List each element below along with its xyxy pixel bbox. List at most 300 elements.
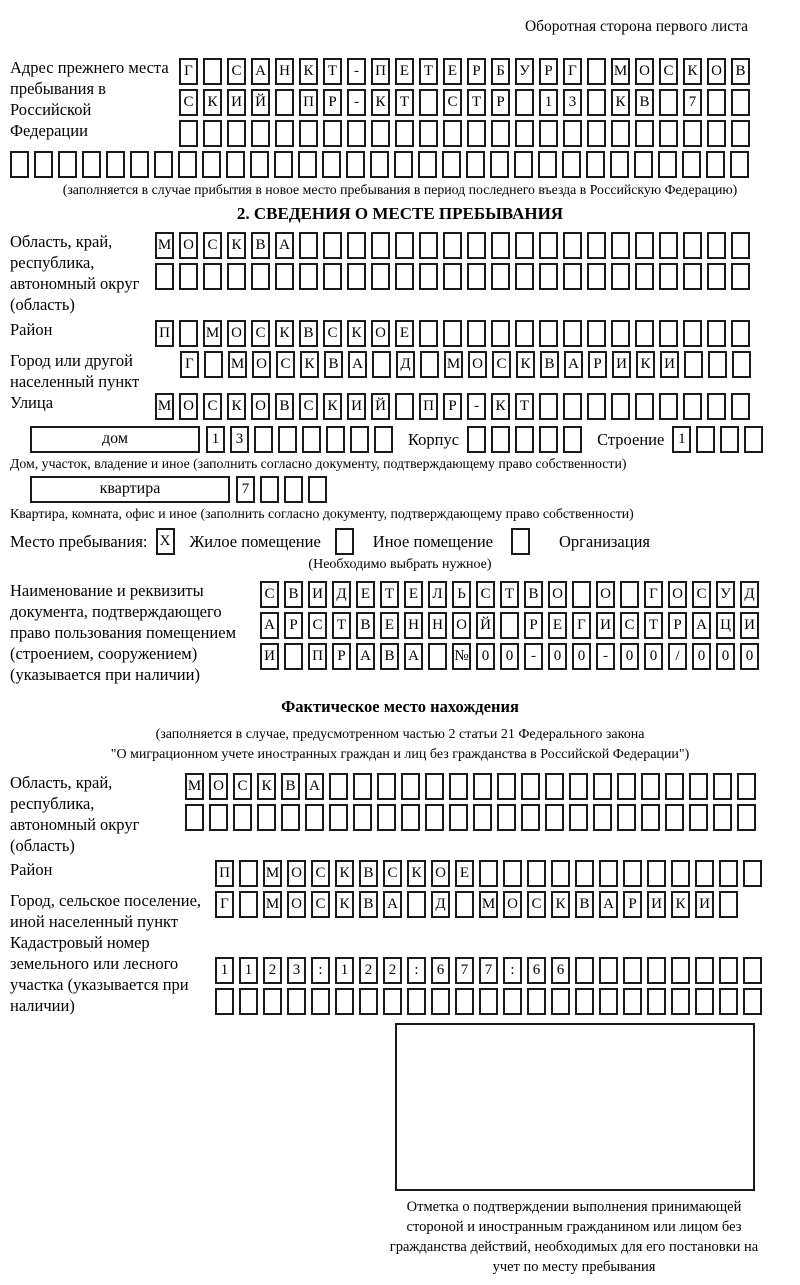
char-cell[interactable]: А <box>692 612 711 639</box>
char-cell[interactable] <box>377 773 396 800</box>
char-cell[interactable] <box>497 804 516 831</box>
char-cell[interactable] <box>299 120 318 147</box>
char-cell[interactable]: В <box>359 860 378 887</box>
char-cell[interactable] <box>623 988 642 1015</box>
char-cell[interactable] <box>34 151 53 178</box>
char-cell[interactable]: С <box>311 891 330 918</box>
char-cell[interactable] <box>683 393 702 420</box>
char-cell[interactable] <box>377 804 396 831</box>
char-cell[interactable]: К <box>227 393 246 420</box>
char-cell[interactable]: М <box>444 351 463 378</box>
char-cell[interactable] <box>719 988 738 1015</box>
char-cell[interactable] <box>719 957 738 984</box>
char-cell[interactable]: Д <box>332 581 351 608</box>
char-cell[interactable] <box>298 151 317 178</box>
char-cell[interactable] <box>467 120 486 147</box>
char-cell[interactable]: Е <box>395 320 414 347</box>
char-cell[interactable]: С <box>383 860 402 887</box>
char-cell[interactable]: С <box>323 320 342 347</box>
char-cell[interactable] <box>419 320 438 347</box>
char-cell[interactable]: 0 <box>644 643 663 670</box>
char-cell[interactable] <box>431 988 450 1015</box>
char-cell[interactable]: В <box>635 89 654 116</box>
char-cell[interactable]: А <box>275 232 294 259</box>
char-cell[interactable] <box>308 476 327 503</box>
char-cell[interactable]: О <box>287 891 306 918</box>
char-cell[interactable]: А <box>348 351 367 378</box>
char-cell[interactable]: 6 <box>527 957 546 984</box>
char-cell[interactable] <box>563 120 582 147</box>
char-cell[interactable]: 7 <box>455 957 474 984</box>
char-cell[interactable] <box>707 232 726 259</box>
char-cell[interactable]: : <box>311 957 330 984</box>
char-cell[interactable] <box>407 988 426 1015</box>
char-cell[interactable] <box>683 263 702 290</box>
char-cell[interactable]: К <box>203 89 222 116</box>
char-cell[interactable]: 6 <box>551 957 570 984</box>
char-cell[interactable] <box>394 151 413 178</box>
char-cell[interactable]: В <box>731 58 750 85</box>
char-cell[interactable]: О <box>707 58 726 85</box>
char-cell[interactable]: О <box>227 320 246 347</box>
char-cell[interactable]: В <box>275 393 294 420</box>
char-cell[interactable] <box>323 120 342 147</box>
char-cell[interactable] <box>587 89 606 116</box>
char-cell[interactable]: 0 <box>548 643 567 670</box>
char-cell[interactable] <box>239 891 258 918</box>
char-cell[interactable] <box>251 120 270 147</box>
char-cell[interactable] <box>515 426 534 453</box>
char-cell[interactable] <box>299 263 318 290</box>
char-cell[interactable] <box>635 393 654 420</box>
char-cell[interactable]: Е <box>380 612 399 639</box>
char-cell[interactable]: Р <box>491 89 510 116</box>
char-cell[interactable] <box>658 151 677 178</box>
char-cell[interactable] <box>329 804 348 831</box>
char-cell[interactable] <box>155 263 174 290</box>
char-cell[interactable]: Г <box>179 58 198 85</box>
char-cell[interactable] <box>251 263 270 290</box>
char-cell[interactable] <box>539 320 558 347</box>
char-cell[interactable] <box>611 320 630 347</box>
char-cell[interactable] <box>635 320 654 347</box>
char-cell[interactable] <box>689 773 708 800</box>
char-cell[interactable] <box>563 426 582 453</box>
checkbox-other-premises[interactable] <box>335 528 354 555</box>
char-cell[interactable]: Г <box>572 612 591 639</box>
char-cell[interactable]: - <box>347 89 366 116</box>
char-cell[interactable]: С <box>476 581 495 608</box>
char-cell[interactable] <box>503 988 522 1015</box>
char-cell[interactable]: Е <box>356 581 375 608</box>
char-cell[interactable] <box>305 804 324 831</box>
char-cell[interactable]: Т <box>323 58 342 85</box>
char-cell[interactable]: Н <box>404 612 423 639</box>
char-cell[interactable] <box>671 860 690 887</box>
char-cell[interactable]: С <box>299 393 318 420</box>
char-cell[interactable] <box>284 643 303 670</box>
char-cell[interactable] <box>586 151 605 178</box>
char-cell[interactable]: И <box>308 581 327 608</box>
char-cell[interactable] <box>215 988 234 1015</box>
char-cell[interactable]: Р <box>284 612 303 639</box>
char-cell[interactable] <box>323 232 342 259</box>
char-cell[interactable] <box>467 232 486 259</box>
char-cell[interactable]: И <box>260 643 279 670</box>
char-cell[interactable] <box>479 860 498 887</box>
char-cell[interactable]: К <box>683 58 702 85</box>
char-cell[interactable]: А <box>260 612 279 639</box>
char-cell[interactable]: Р <box>524 612 543 639</box>
char-cell[interactable] <box>335 988 354 1015</box>
char-cell[interactable] <box>707 120 726 147</box>
checkbox-organization[interactable] <box>511 528 530 555</box>
char-cell[interactable] <box>322 151 341 178</box>
char-cell[interactable] <box>515 120 534 147</box>
char-cell[interactable]: О <box>468 351 487 378</box>
char-cell[interactable]: У <box>716 581 735 608</box>
char-cell[interactable]: Р <box>332 643 351 670</box>
char-cell[interactable]: Е <box>455 860 474 887</box>
char-cell[interactable]: О <box>179 393 198 420</box>
char-cell[interactable] <box>527 860 546 887</box>
char-cell[interactable]: О <box>371 320 390 347</box>
char-cell[interactable] <box>720 426 739 453</box>
char-cell[interactable]: М <box>479 891 498 918</box>
char-cell[interactable] <box>719 860 738 887</box>
char-cell[interactable]: М <box>263 891 282 918</box>
char-cell[interactable] <box>515 89 534 116</box>
char-cell[interactable]: П <box>155 320 174 347</box>
char-cell[interactable]: С <box>203 393 222 420</box>
char-cell[interactable] <box>254 426 273 453</box>
char-cell[interactable] <box>449 773 468 800</box>
char-cell[interactable] <box>545 773 564 800</box>
char-cell[interactable]: С <box>311 860 330 887</box>
char-cell[interactable] <box>538 151 557 178</box>
char-cell[interactable]: Н <box>428 612 447 639</box>
char-cell[interactable] <box>587 120 606 147</box>
char-cell[interactable] <box>737 773 756 800</box>
char-cell[interactable] <box>743 957 762 984</box>
char-cell[interactable] <box>671 988 690 1015</box>
char-cell[interactable]: С <box>203 232 222 259</box>
char-cell[interactable] <box>491 426 510 453</box>
char-cell[interactable]: А <box>383 891 402 918</box>
char-cell[interactable]: Е <box>395 58 414 85</box>
char-cell[interactable]: С <box>308 612 327 639</box>
char-cell[interactable] <box>490 151 509 178</box>
char-cell[interactable]: С <box>620 612 639 639</box>
char-cell[interactable]: Д <box>740 581 759 608</box>
char-cell[interactable]: М <box>263 860 282 887</box>
char-cell[interactable] <box>473 773 492 800</box>
char-cell[interactable] <box>731 393 750 420</box>
char-cell[interactable]: Й <box>251 89 270 116</box>
char-cell[interactable]: М <box>155 232 174 259</box>
char-cell[interactable] <box>204 351 223 378</box>
char-cell[interactable]: Т <box>467 89 486 116</box>
char-cell[interactable] <box>407 891 426 918</box>
char-cell[interactable] <box>353 773 372 800</box>
char-cell[interactable]: О <box>252 351 271 378</box>
char-cell[interactable] <box>665 773 684 800</box>
char-cell[interactable] <box>599 957 618 984</box>
char-cell[interactable] <box>347 120 366 147</box>
char-cell[interactable] <box>620 581 639 608</box>
char-cell[interactable]: Е <box>548 612 567 639</box>
char-cell[interactable]: П <box>299 89 318 116</box>
char-cell[interactable] <box>130 151 149 178</box>
char-cell[interactable] <box>371 120 390 147</box>
char-cell[interactable]: Е <box>404 581 423 608</box>
char-cell[interactable] <box>395 263 414 290</box>
char-cell[interactable] <box>659 120 678 147</box>
char-cell[interactable]: В <box>324 351 343 378</box>
char-cell[interactable] <box>443 120 462 147</box>
char-cell[interactable]: П <box>371 58 390 85</box>
char-cell[interactable] <box>539 120 558 147</box>
char-cell[interactable] <box>275 263 294 290</box>
char-cell[interactable]: О <box>503 891 522 918</box>
char-cell[interactable]: 0 <box>620 643 639 670</box>
char-cell[interactable]: К <box>300 351 319 378</box>
char-cell[interactable] <box>302 426 321 453</box>
char-cell[interactable] <box>323 263 342 290</box>
char-cell[interactable] <box>659 263 678 290</box>
char-cell[interactable] <box>443 263 462 290</box>
char-cell[interactable]: И <box>740 612 759 639</box>
char-cell[interactable] <box>419 120 438 147</box>
char-cell[interactable]: Р <box>443 393 462 420</box>
char-cell[interactable] <box>683 320 702 347</box>
char-cell[interactable]: 0 <box>500 643 519 670</box>
char-cell[interactable] <box>178 151 197 178</box>
char-cell[interactable] <box>275 89 294 116</box>
char-cell[interactable]: 1 <box>206 426 225 453</box>
char-cell[interactable]: И <box>612 351 631 378</box>
char-cell[interactable] <box>562 151 581 178</box>
char-cell[interactable]: С <box>227 58 246 85</box>
char-cell[interactable] <box>455 988 474 1015</box>
char-cell[interactable] <box>179 263 198 290</box>
char-cell[interactable] <box>545 804 564 831</box>
char-cell[interactable]: А <box>356 643 375 670</box>
char-cell[interactable] <box>695 957 714 984</box>
char-cell[interactable]: 1 <box>335 957 354 984</box>
char-cell[interactable] <box>623 957 642 984</box>
char-cell[interactable] <box>563 320 582 347</box>
char-cell[interactable] <box>371 263 390 290</box>
char-cell[interactable]: К <box>671 891 690 918</box>
char-cell[interactable]: Т <box>419 58 438 85</box>
char-cell[interactable]: Р <box>668 612 687 639</box>
char-cell[interactable]: К <box>407 860 426 887</box>
char-cell[interactable] <box>491 120 510 147</box>
char-cell[interactable] <box>515 320 534 347</box>
char-cell[interactable]: О <box>179 232 198 259</box>
char-cell[interactable] <box>374 426 393 453</box>
char-cell[interactable] <box>473 804 492 831</box>
char-cell[interactable] <box>443 320 462 347</box>
char-cell[interactable] <box>202 151 221 178</box>
char-cell[interactable]: - <box>596 643 615 670</box>
char-cell[interactable] <box>227 120 246 147</box>
char-cell[interactable] <box>599 988 618 1015</box>
char-cell[interactable] <box>659 320 678 347</box>
char-cell[interactable] <box>401 773 420 800</box>
char-cell[interactable]: Д <box>431 891 450 918</box>
char-cell[interactable] <box>610 151 629 178</box>
char-cell[interactable] <box>425 804 444 831</box>
char-cell[interactable] <box>347 263 366 290</box>
char-cell[interactable] <box>395 232 414 259</box>
char-cell[interactable]: К <box>299 58 318 85</box>
char-cell[interactable] <box>491 232 510 259</box>
char-cell[interactable] <box>587 263 606 290</box>
char-cell[interactable] <box>635 232 654 259</box>
char-cell[interactable]: 0 <box>476 643 495 670</box>
char-cell[interactable] <box>617 773 636 800</box>
char-cell[interactable] <box>587 58 606 85</box>
char-cell[interactable]: 0 <box>572 643 591 670</box>
char-cell[interactable]: К <box>227 232 246 259</box>
char-cell[interactable]: 1 <box>672 426 691 453</box>
char-cell[interactable] <box>449 804 468 831</box>
char-cell[interactable]: В <box>284 581 303 608</box>
char-cell[interactable] <box>353 804 372 831</box>
char-cell[interactable]: 1 <box>539 89 558 116</box>
char-cell[interactable]: Й <box>476 612 495 639</box>
char-cell[interactable] <box>257 804 276 831</box>
char-cell[interactable]: 2 <box>263 957 282 984</box>
char-cell[interactable]: М <box>228 351 247 378</box>
char-cell[interactable]: Д <box>396 351 415 378</box>
char-cell[interactable] <box>226 151 245 178</box>
char-cell[interactable]: К <box>636 351 655 378</box>
char-cell[interactable] <box>713 773 732 800</box>
char-cell[interactable] <box>179 120 198 147</box>
char-cell[interactable] <box>359 988 378 1015</box>
char-cell[interactable] <box>659 393 678 420</box>
char-cell[interactable]: М <box>185 773 204 800</box>
char-cell[interactable]: 6 <box>431 957 450 984</box>
char-cell[interactable]: М <box>611 58 630 85</box>
char-cell[interactable] <box>503 860 522 887</box>
char-cell[interactable] <box>665 804 684 831</box>
char-cell[interactable] <box>569 804 588 831</box>
char-cell[interactable] <box>521 773 540 800</box>
char-cell[interactable] <box>689 804 708 831</box>
char-cell[interactable]: Т <box>332 612 351 639</box>
char-cell[interactable]: О <box>548 581 567 608</box>
char-cell[interactable] <box>227 263 246 290</box>
char-cell[interactable] <box>515 232 534 259</box>
char-cell[interactable]: М <box>155 393 174 420</box>
char-cell[interactable] <box>428 643 447 670</box>
char-cell[interactable]: В <box>299 320 318 347</box>
char-cell[interactable] <box>611 393 630 420</box>
char-cell[interactable]: В <box>356 612 375 639</box>
char-cell[interactable]: Ь <box>452 581 471 608</box>
char-cell[interactable] <box>401 804 420 831</box>
char-cell[interactable]: Ц <box>716 612 735 639</box>
char-cell[interactable] <box>479 988 498 1015</box>
char-cell[interactable] <box>539 393 558 420</box>
char-cell[interactable] <box>695 988 714 1015</box>
char-cell[interactable]: Г <box>180 351 199 378</box>
char-cell[interactable] <box>641 804 660 831</box>
char-cell[interactable] <box>82 151 101 178</box>
char-cell[interactable] <box>695 860 714 887</box>
char-cell[interactable] <box>370 151 389 178</box>
char-cell[interactable]: : <box>503 957 522 984</box>
char-cell[interactable] <box>395 393 414 420</box>
char-cell[interactable] <box>611 120 630 147</box>
char-cell[interactable]: К <box>335 860 354 887</box>
char-cell[interactable] <box>647 860 666 887</box>
char-cell[interactable] <box>587 320 606 347</box>
char-cell[interactable]: И <box>660 351 679 378</box>
char-cell[interactable]: К <box>275 320 294 347</box>
char-cell[interactable] <box>575 988 594 1015</box>
char-cell[interactable]: В <box>524 581 543 608</box>
char-cell[interactable] <box>395 120 414 147</box>
char-cell[interactable] <box>329 773 348 800</box>
char-cell[interactable] <box>203 58 222 85</box>
char-cell[interactable]: Р <box>323 89 342 116</box>
char-cell[interactable] <box>634 151 653 178</box>
char-cell[interactable] <box>497 773 516 800</box>
char-cell[interactable] <box>575 957 594 984</box>
char-cell[interactable] <box>418 151 437 178</box>
char-cell[interactable] <box>671 957 690 984</box>
char-cell[interactable]: 0 <box>740 643 759 670</box>
char-cell[interactable]: - <box>524 643 543 670</box>
char-cell[interactable] <box>563 393 582 420</box>
char-cell[interactable]: 3 <box>230 426 249 453</box>
char-cell[interactable]: В <box>540 351 559 378</box>
char-cell[interactable]: С <box>233 773 252 800</box>
char-cell[interactable] <box>419 263 438 290</box>
char-cell[interactable] <box>383 988 402 1015</box>
char-cell[interactable]: Л <box>428 581 447 608</box>
char-cell[interactable] <box>682 151 701 178</box>
char-cell[interactable] <box>731 89 750 116</box>
char-cell[interactable]: К <box>323 393 342 420</box>
char-cell[interactable]: А <box>599 891 618 918</box>
char-cell[interactable] <box>743 988 762 1015</box>
char-cell[interactable]: 7 <box>236 476 255 503</box>
char-cell[interactable]: И <box>227 89 246 116</box>
char-cell[interactable] <box>154 151 173 178</box>
char-cell[interactable] <box>239 860 258 887</box>
char-cell[interactable]: О <box>635 58 654 85</box>
char-cell[interactable]: С <box>276 351 295 378</box>
char-cell[interactable]: 2 <box>359 957 378 984</box>
char-cell[interactable] <box>350 426 369 453</box>
char-cell[interactable] <box>106 151 125 178</box>
char-cell[interactable]: А <box>251 58 270 85</box>
char-cell[interactable] <box>617 804 636 831</box>
char-cell[interactable]: Т <box>515 393 534 420</box>
char-cell[interactable]: И <box>347 393 366 420</box>
char-cell[interactable]: И <box>647 891 666 918</box>
char-cell[interactable]: О <box>209 773 228 800</box>
char-cell[interactable]: С <box>251 320 270 347</box>
char-cell[interactable] <box>707 89 726 116</box>
char-cell[interactable]: Т <box>395 89 414 116</box>
